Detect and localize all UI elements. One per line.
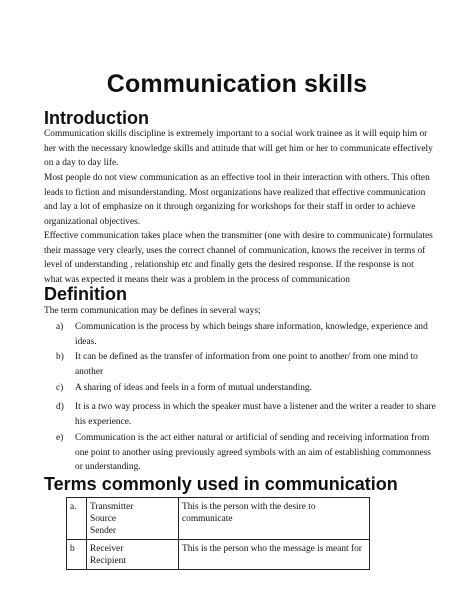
list-marker: c) bbox=[56, 383, 64, 393]
terms-table bbox=[66, 497, 370, 570]
term-name: Receiver bbox=[90, 544, 124, 554]
list-item-text: A sharing of ideas and feels in a form of mutual understanding. bbox=[75, 383, 312, 393]
list-marker: b) bbox=[56, 352, 64, 362]
term-names-cell bbox=[87, 540, 179, 570]
list-item-text: Communication is the process by which beings share information, knowledge, experience and ideas. bbox=[75, 322, 428, 347]
page-title: Communication skills bbox=[106, 70, 368, 98]
list-marker: d) bbox=[56, 402, 64, 412]
term-name: Recipient bbox=[90, 556, 126, 566]
term-name: Sender bbox=[90, 526, 117, 536]
intro-paragraph-2: Most people do not view communication as an effective tool in their interaction with others. This often leads to fiction and misunderstanding. Most organizations have realized that effective communication and lay a lot of emphasize on it through organizing for workshops for their staff in order to achieve organizational objectives. bbox=[44, 173, 430, 227]
term-letter-cell: b bbox=[67, 540, 87, 570]
definition-heading: Definition bbox=[44, 284, 127, 304]
definition-intro: The term communication may be defines in several ways; bbox=[44, 306, 261, 316]
list-item-text: It is a two way process in which the speaker must have a listener and the writer a reader to share his experience. bbox=[75, 402, 436, 427]
list-marker: e) bbox=[56, 433, 64, 443]
term-name: Transmitter bbox=[90, 502, 134, 512]
term-description-cell: This is the person who the message is meant for bbox=[179, 540, 370, 570]
table-row bbox=[67, 540, 370, 570]
term-names-cell bbox=[87, 498, 179, 540]
list-item-text: Communication is the act either natural or artificial of sending and receiving information from one point to another using previously agreed symbols with an aim of establishing commonness or understanding. bbox=[75, 433, 431, 473]
terms-heading: Terms commonly used in communication bbox=[44, 474, 398, 494]
term-name: Source bbox=[90, 514, 117, 524]
list-marker: a) bbox=[56, 322, 64, 332]
term-letter-cell: a. bbox=[67, 498, 87, 540]
intro-paragraph-1: Communication skills discipline is extremely important to a social work trainee as it will equip him or her with the necessary knowledge skills and attitude that will get him or her to communicate effectively on a day to day life. bbox=[44, 129, 433, 169]
table-row bbox=[67, 498, 370, 540]
intro-paragraph-3: Effective communication takes place when the transmitter (one with desire to communicate) formulates their massage very clearly, uses the correct channel of communication, knows the receiver in terms of level of understanding , relationship etc and finally gets the desired response. If the response is not what was expected it means their was a problem in the process of communication bbox=[44, 231, 433, 285]
introduction-heading: Introduction bbox=[44, 108, 149, 128]
term-description-cell: This is the person with the desire to communicate bbox=[179, 498, 370, 540]
list-item-text: It can be defined as the transfer of information from one point to another/ from one mind to another bbox=[75, 352, 418, 377]
